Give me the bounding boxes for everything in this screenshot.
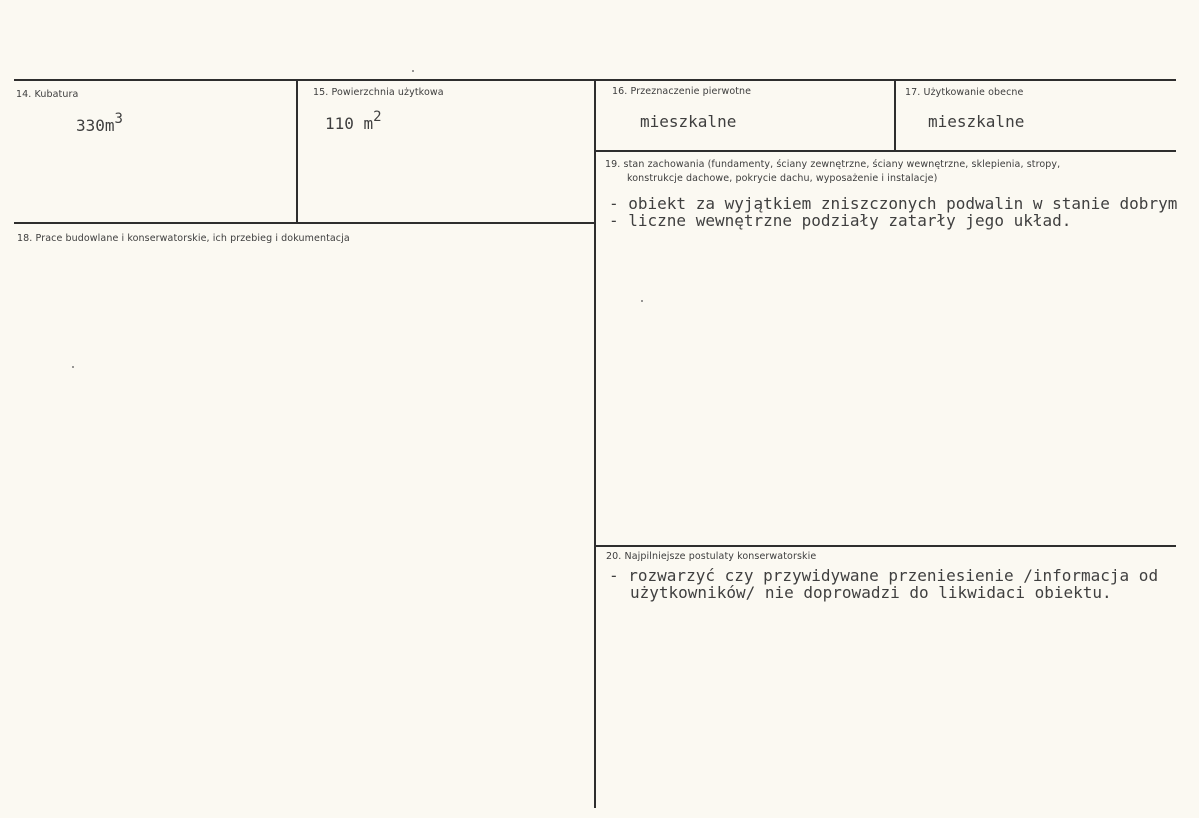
field-19-text-line2: - liczne wewnętrzne podziały zatarły jego układ.	[609, 211, 1072, 230]
rule-under-16-17	[596, 150, 1176, 152]
rule-under-19	[596, 545, 1176, 547]
field-17-value: mieszkalne	[928, 112, 1025, 131]
field-20-text-line1: - rozwarzyć czy przywidywane przeniesienie /informacja od	[609, 566, 1159, 585]
field-19-label-line1: 19. stan zachowania (fundamenty, ściany zewnętrzne, ściany wewnętrzne, sklepienia, stropy,	[605, 159, 1061, 170]
field-15-value	[325, 109, 382, 133]
field-17-label: 17. Użytkowanie obecne	[905, 87, 1024, 98]
divider-main-vertical	[594, 81, 596, 808]
field-14-value	[76, 111, 123, 135]
divider-14-15	[296, 81, 298, 223]
field-16-value: mieszkalne	[640, 112, 737, 131]
divider-16-17	[894, 81, 896, 151]
field-19-label-line2: konstrukcje dachowe, pokrycie dachu, wyposażenie i instalacje)	[627, 173, 938, 184]
field-20-label: 20. Najpilniejsze postulaty konserwatorskie	[606, 551, 817, 562]
rule-under-14-15	[14, 222, 596, 224]
field-15-label: 15. Powierzchnia użytkowa	[313, 87, 444, 98]
field-14-label: 14. Kubatura	[16, 89, 79, 100]
paper-speck	[641, 300, 643, 302]
field-16-label: 16. Przeznaczenie pierwotne	[612, 86, 752, 97]
field-20-text-line2: użytkowników/ nie doprowadzi do likwidaci obiektu.	[630, 583, 1112, 602]
field-18-label: 18. Prace budowlane i konserwatorskie, ich przebieg i dokumentacja	[17, 233, 350, 244]
field-15-number: 110 m	[325, 114, 374, 133]
field-15-superscript: 2	[373, 109, 382, 125]
field-14-superscript: 3	[114, 111, 123, 127]
paper-speck	[412, 70, 414, 72]
field-14-number: 330m	[76, 116, 115, 135]
field-19-text-line1: - obiekt za wyjątkiem zniszczonych podwalin w stanie dobrym	[609, 194, 1178, 213]
paper-speck	[72, 366, 74, 368]
